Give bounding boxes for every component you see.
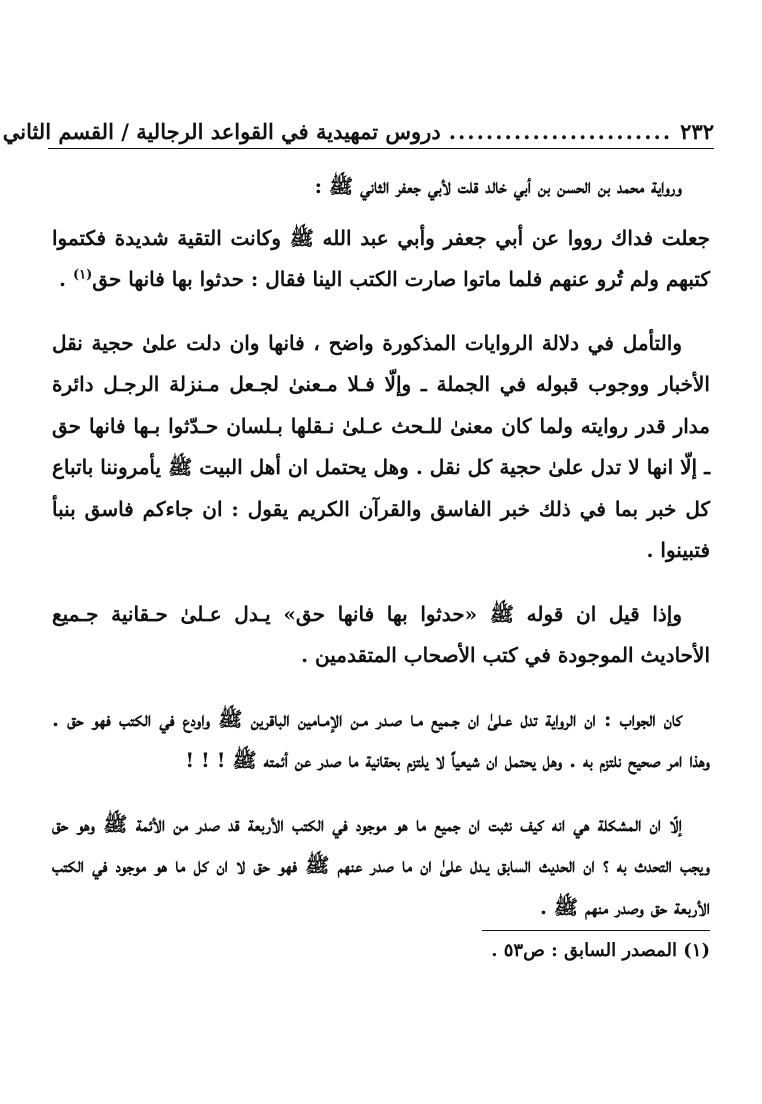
paragraph-2-text: جعلت فداك رووا عن أبي جعفر وأبي عبد الله ﷺ وكانت التقية شديدة فكتموا كتبهم ولم تُرو عنهم فلما ماتوا صارت الكتب الينا فقال : حدثوا بها فانها حق [52, 225, 710, 291]
paragraph-3: والتأمل في دلالة الروايات المذكورة واضح ، فانها وان دلت علىٰ حجية نقل الأخبار ووجوب قبوله في الجملة ـ وإلّا فـلا مـعنىٰ لجـعل مـنزلة الرجـل دائرة مدار قدر روايته ولما كان معنىٰ للـحث عـلىٰ نـقلها بـلسان حـدّثوا بـها فانها حق ـ إلّا انها لا تدل علىٰ حجية كل نقل . وهل يحتمل ان أهل البيت ﷺ يأمروننا باتباع كل خبر بما في ذلك خبر الفاسق والقرآن الكريم يقول : ان جاءكم فاسق بنبأ فتبينوا . [52, 330, 710, 562]
body-text [52, 166, 710, 950]
paragraph-6: إلّا ان المشكلة هي انه كيف نثبت ان جميع ما هو موجود في الكتب الأربعة قد صدر من الأئمة ﷺ وهو حق ويجب التحدث به ؟ ان الحديث السابق يـدل علىٰ ان ما صدر عنهم ﷺ فهو حق لا ان كل ما هو موجود في الكتب الأربعة حق وصدر منهم ﷺ . [52, 811, 710, 919]
running-header [2, 112, 714, 149]
header-title: دروس تمهيدية في القواعد الرجالية / القسم الثاني [2, 119, 441, 144]
page-number: ٢٣٢ [680, 119, 714, 144]
footnote-divider [482, 930, 710, 931]
paragraph-4: وإذا قيل ان قوله ﷺ «حدثوا بها فانها حق» يـدل عـلىٰ حـقانية جـميع الأحاديث الموجودة في كتب الأصحاب المتقدمين . [52, 601, 710, 667]
paragraph-5: كان الجواب : ان الرواية تدل عـلىٰ ان جـميع مـا صـدر مـن الإمـامين الباقرين ﷺ واودع في الكتب فهو حق . وهذا امر صحيح نلتزم به . وهل يحتمل ان شيعياً لا يلتزم بحقانية ما صدر عن أئمته ﷺ ! ! ! [52, 706, 710, 772]
header-leader-dots: ........................ [448, 119, 673, 144]
footnote-reference: (١) [72, 267, 93, 283]
paragraph-2 [52, 218, 710, 301]
footnote: (١) المصدر السابق : ص٥٣ . [491, 940, 710, 961]
paragraph-2-end: . [59, 267, 66, 291]
paragraph-1: ورواية محمد بن الحسن بن أبي خالد قلت لأبي جعفر الثاني ﷺ : [314, 174, 682, 198]
